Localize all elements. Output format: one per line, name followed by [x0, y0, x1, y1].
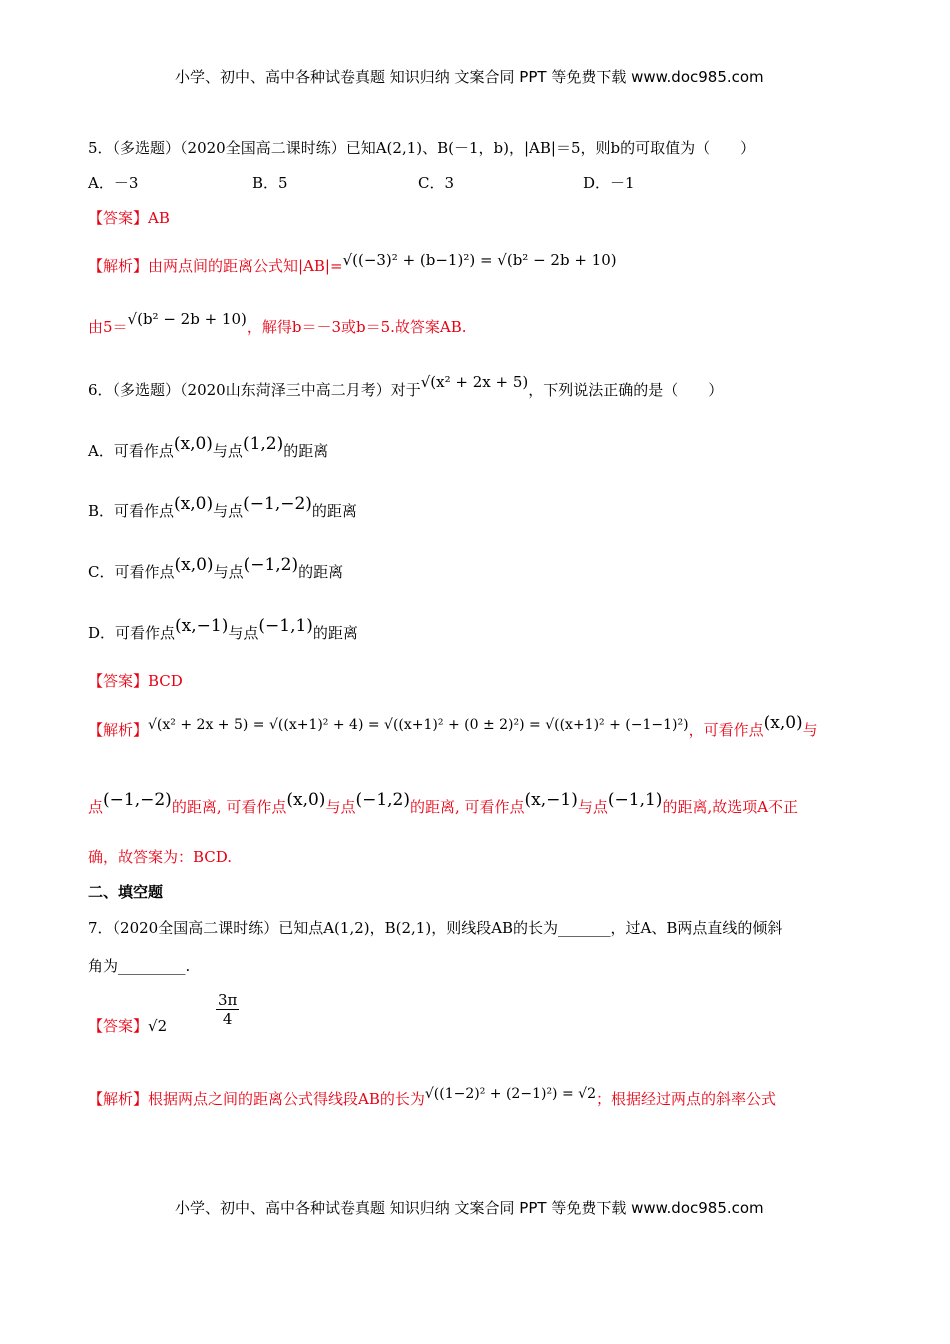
q6-option-a	[88, 434, 329, 461]
q6-l2-s2: 的距离, 可看作点	[171, 798, 287, 816]
q5-line2-prefix: 由5＝	[88, 318, 128, 336]
q5-option-d: D．－1	[583, 174, 635, 192]
q6-option-a-point1: (x,0)	[173, 434, 213, 454]
q6-option-d-point1: (x,−1)	[175, 616, 229, 636]
q5-option-b: B．5	[252, 174, 288, 192]
q7-analysis-formula: √((1−2)² + (2−1)²) = √2	[424, 1086, 596, 1102]
q6-stem	[88, 373, 724, 400]
page-footer: 小学、初中、高中各种试卷真题 知识归纳 文案合同 PPT 等免费下载 www.doc985.com	[175, 1199, 764, 1217]
q6-l2-s6: 的距离,故选项A不正	[662, 798, 799, 816]
q6-analysis-label: 【解析】	[88, 721, 149, 739]
q6-analysis-formula: √(x² + 2x + 5) = √((x+1)² + 4) = √((x+1)² + (0 ± 2)²) = √((x+1)² + (−1−1)²)	[148, 717, 689, 733]
q6-option-b-point1: (x,0)	[174, 494, 214, 514]
q7-answer-label: 【答案】	[88, 1017, 149, 1035]
q6-option-a-point2: (1,2)	[242, 434, 284, 454]
q6-l2-s3: 与点	[325, 798, 356, 816]
q5-option-c: C．3	[418, 174, 455, 192]
q6-stem-formula: √(x² + 2x + 5)	[420, 373, 529, 391]
q6-option-a-mid: 与点	[212, 442, 243, 460]
q5-analysis	[88, 251, 617, 276]
q6-option-b-point2: (−1,−2)	[243, 494, 312, 514]
q6-stem-suffix: ，下列说法正确的是（ ）	[528, 381, 724, 399]
q6-option-d-end: 的距离	[312, 624, 358, 642]
q6-analysis-line3: 确，故答案为：BCD.	[88, 848, 233, 866]
q6-option-b-mid: 与点	[213, 502, 244, 520]
q6-option-d	[88, 616, 358, 643]
q6-analysis-tail-point: (x,0)	[763, 713, 803, 733]
q5-analysis-text: 由两点间的距离公式知|AB|=	[148, 257, 343, 275]
q6-option-d-mid: 与点	[228, 624, 259, 642]
q5-line2-formula: √(b² − 2b + 10)	[127, 310, 247, 328]
q6-option-c-point1: (x,0)	[174, 555, 214, 575]
q7-frac-num: 3π	[218, 991, 238, 1009]
q6-option-d-point2: (−1,1)	[258, 616, 313, 636]
q7-stem-line2: 角为_________.	[88, 957, 191, 975]
q5-option-a: A．－3	[88, 174, 139, 192]
q6-analysis	[88, 713, 818, 741]
q5-analysis-label: 【解析】	[88, 257, 149, 275]
q6-l2-p3: (−1,2)	[355, 790, 410, 810]
q6-option-c-label: C．可看作点	[88, 563, 175, 581]
q6-option-c-end: 的距离	[298, 563, 344, 581]
q7-answer-fraction	[216, 990, 239, 1028]
q7-analysis-tail: ；根据经过两点的斜率公式	[595, 1090, 776, 1108]
q5-stem: 5．（多选题）（2020全国高二课时练）已知A(2,1)、B(－1，b)，|AB|＝5，则b的可取值为（ ）	[88, 139, 756, 157]
q6-analysis-tail-a: ，可看作点	[688, 721, 764, 739]
q6-option-c-point2: (−1,2)	[243, 555, 299, 575]
q7-analysis	[88, 1086, 776, 1110]
q6-option-b	[88, 494, 357, 521]
q7-answer-value1: √2	[148, 1017, 168, 1035]
q6-option-c-mid: 与点	[213, 563, 244, 581]
q6-option-b-label: B．可看作点	[88, 502, 175, 520]
q6-l2-s1: 点	[88, 798, 104, 816]
q6-l2-s4: 的距离, 可看作点	[410, 798, 525, 816]
q7-answer	[88, 1016, 167, 1036]
q6-option-a-label: A．可看作点	[88, 442, 174, 460]
q5-analysis-formula: √((−3)² + (b−1)²) = √(b² − 2b + 10)	[342, 251, 617, 269]
q6-option-b-end: 的距离	[311, 502, 357, 520]
q6-l2-p4: (x,−1)	[524, 790, 578, 810]
q7-frac-den: 4	[222, 1010, 233, 1028]
q5-line2-suffix: ，解得b＝－3或b＝5.故答案AB.	[246, 318, 467, 336]
q6-l2-p5: (−1,1)	[607, 790, 663, 810]
q6-l2-p1: (−1,−2)	[103, 790, 172, 810]
q6-l2-p2: (x,0)	[286, 790, 326, 810]
q6-answer: 【答案】BCD	[88, 672, 183, 690]
q6-stem-prefix: 6．（多选题）（2020山东菏泽三中高二月考）对于	[88, 381, 421, 399]
q6-analysis-line2	[88, 790, 799, 817]
q6-l2-s5: 与点	[577, 798, 608, 816]
q6-option-d-label: D．可看作点	[88, 624, 176, 642]
q7-stem-line1: 7．（2020全国高二课时练）已知点A(1,2)，B(2,1)，则线段AB的长为_______，过A、B两点直线的倾斜	[88, 919, 783, 937]
q5-answer: 【答案】AB	[88, 209, 170, 227]
q6-option-c	[88, 555, 344, 582]
section-title: 二、填空题	[88, 883, 164, 901]
q7-analysis-label: 【解析】	[88, 1090, 149, 1108]
page-header: 小学、初中、高中各种试卷真题 知识归纳 文案合同 PPT 等免费下载 www.doc985.com	[175, 68, 764, 86]
q5-solution	[88, 310, 467, 337]
q6-option-a-end: 的距离	[283, 442, 329, 460]
q6-analysis-tail-b: 与	[802, 721, 818, 739]
q7-analysis-text: 根据两点之间的距离公式得线段AB的长为	[148, 1090, 425, 1108]
